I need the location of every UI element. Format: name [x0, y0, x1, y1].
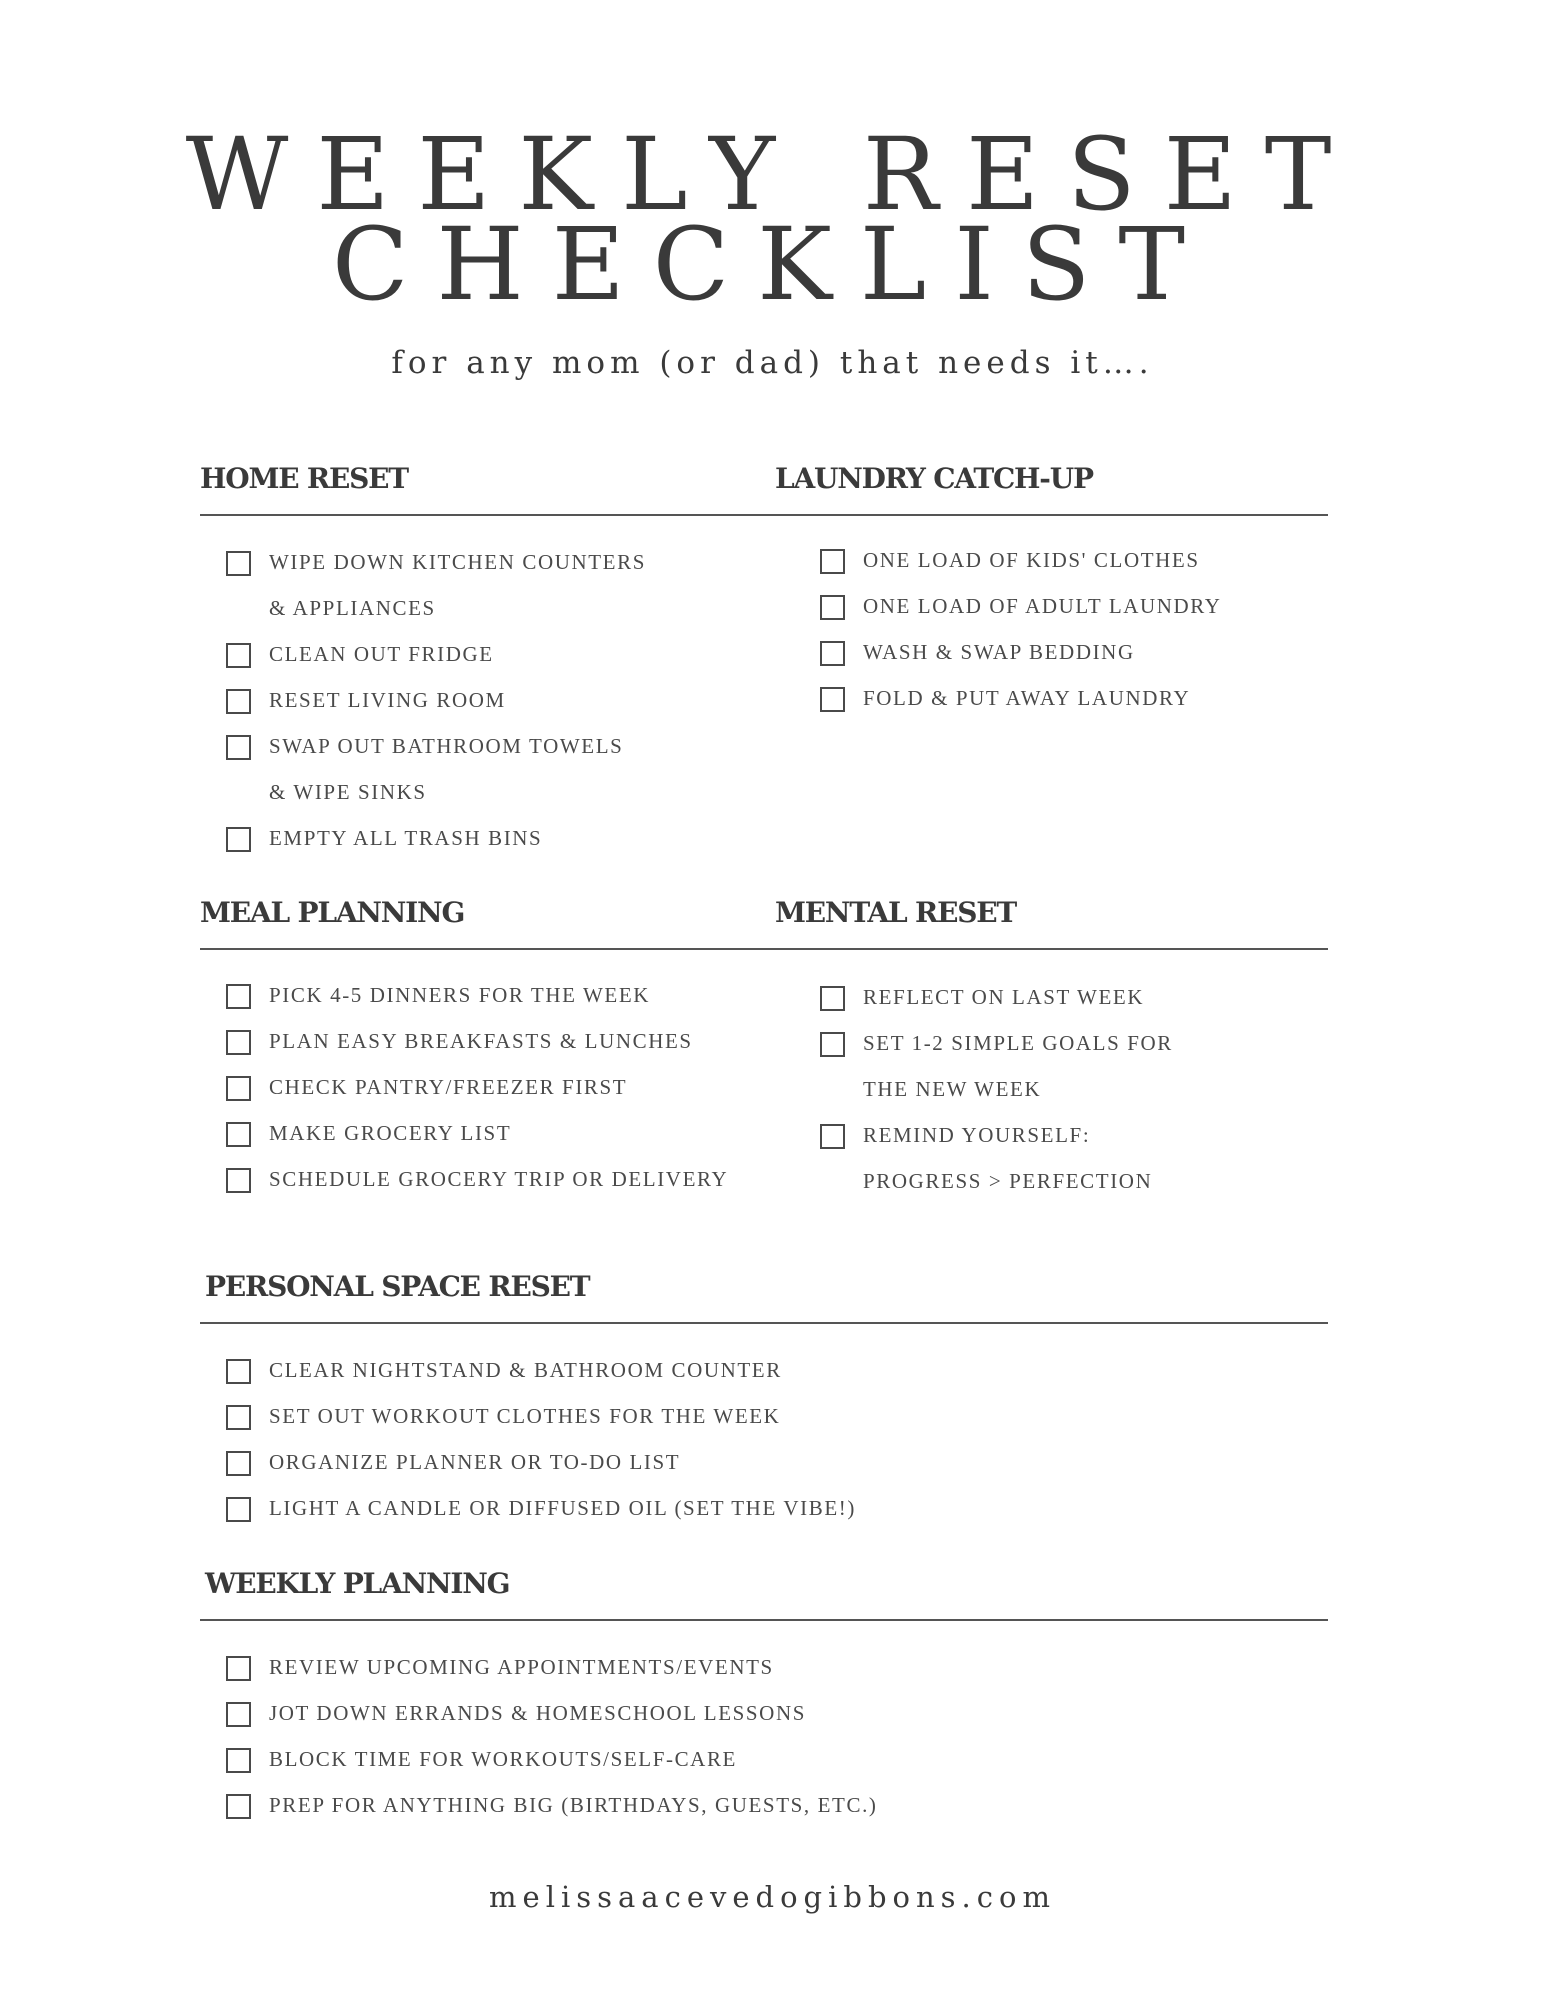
- checklist-item-label: MAKE GROCERY LIST: [269, 1121, 512, 1145]
- checklist-item-label: REMIND YOURSELF:: [863, 1123, 1091, 1147]
- divider: [770, 514, 1328, 516]
- checklist-item-label: CLEAN OUT FRIDGE: [269, 642, 494, 666]
- checkbox[interactable]: [226, 1451, 251, 1476]
- checkbox[interactable]: [226, 735, 251, 760]
- checklist-item-label: SCHEDULE GROCERY TRIP OR DELIVERY: [269, 1167, 729, 1191]
- page-title-line-2: CHECKLIST: [331, 206, 1214, 323]
- checklist-item-label: WIPE DOWN KITCHEN COUNTERS: [269, 550, 646, 574]
- checklist-item-label: RESET LIVING ROOM: [269, 688, 506, 712]
- checkbox[interactable]: [226, 984, 251, 1009]
- checklist-item-label: CLEAR NIGHTSTAND & BATHROOM COUNTER: [269, 1358, 782, 1382]
- checkbox[interactable]: [820, 986, 845, 1011]
- divider: [200, 1619, 1328, 1621]
- website-footer: melissaacevedogibbons.com: [489, 1880, 1056, 1914]
- checklist-item-label: PREP FOR ANYTHING BIG (BIRTHDAYS, GUESTS, ETC.): [269, 1793, 878, 1817]
- section-title-home-reset: HOME RESET: [200, 462, 408, 495]
- checkbox[interactable]: [226, 1497, 251, 1522]
- checkbox[interactable]: [226, 1702, 251, 1727]
- checklist-item-label: REVIEW UPCOMING APPOINTMENTS/EVENTS: [269, 1655, 774, 1679]
- checklist-item-label: FOLD & PUT AWAY LAUNDRY: [863, 686, 1191, 710]
- checkbox[interactable]: [226, 643, 251, 668]
- divider: [200, 514, 770, 516]
- checkbox[interactable]: [820, 549, 845, 574]
- checklist-item-label: PROGRESS > PERFECTION: [863, 1169, 1153, 1193]
- checkbox[interactable]: [820, 641, 845, 666]
- checklist-item-label: ORGANIZE PLANNER OR TO-DO LIST: [269, 1450, 681, 1474]
- section-title-mental-reset: MENTAL RESET: [775, 896, 1017, 929]
- checkbox[interactable]: [226, 1122, 251, 1147]
- section-title-meal-planning: MEAL PLANNING: [200, 896, 465, 929]
- checkbox[interactable]: [226, 689, 251, 714]
- checkbox[interactable]: [226, 1748, 251, 1773]
- checklist-item-label: PICK 4-5 DINNERS FOR THE WEEK: [269, 983, 651, 1007]
- checklist-item-label: & WIPE SINKS: [269, 780, 427, 804]
- divider: [200, 948, 770, 950]
- checkbox[interactable]: [226, 1405, 251, 1430]
- checklist-item-label: EMPTY ALL TRASH BINS: [269, 826, 543, 850]
- checkbox[interactable]: [226, 1168, 251, 1193]
- checklist-item-label: ONE LOAD OF KIDS' CLOTHES: [863, 548, 1200, 572]
- checkbox[interactable]: [226, 827, 251, 852]
- divider: [770, 948, 1328, 950]
- checklist-item-label: WASH & SWAP BEDDING: [863, 640, 1135, 664]
- checkbox[interactable]: [226, 551, 251, 576]
- checkbox[interactable]: [226, 1076, 251, 1101]
- section-title-personal-space-reset: PERSONAL SPACE RESET: [205, 1270, 590, 1303]
- checklist-item-label: & APPLIANCES: [269, 596, 436, 620]
- checklist-item-label: REFLECT ON LAST WEEK: [863, 985, 1145, 1009]
- checkbox[interactable]: [226, 1030, 251, 1055]
- section-title-weekly-planning: WEEKLY PLANNING: [205, 1567, 510, 1600]
- checklist-item-label: CHECK PANTRY/FREEZER FIRST: [269, 1075, 628, 1099]
- checklist-item-label: ONE LOAD OF ADULT LAUNDRY: [863, 594, 1222, 618]
- checkbox[interactable]: [820, 1032, 845, 1057]
- checkbox[interactable]: [226, 1656, 251, 1681]
- checklist-item-label: SET OUT WORKOUT CLOTHES FOR THE WEEK: [269, 1404, 781, 1428]
- divider: [200, 1322, 1328, 1324]
- page-subtitle: for any mom (or dad) that needs it….: [391, 345, 1154, 381]
- checklist-item-label: JOT DOWN ERRANDS & HOMESCHOOL LESSONS: [269, 1701, 806, 1725]
- checkbox[interactable]: [226, 1359, 251, 1384]
- checklist-item-label: SWAP OUT BATHROOM TOWELS: [269, 734, 624, 758]
- checkbox[interactable]: [226, 1794, 251, 1819]
- checkbox[interactable]: [820, 595, 845, 620]
- checklist-item-label: LIGHT A CANDLE OR DIFFUSED OIL (SET THE VIBE!): [269, 1496, 856, 1520]
- page-title-line-1: WEEKLY RESET: [185, 116, 1360, 233]
- checklist-item-label: THE NEW WEEK: [863, 1077, 1042, 1101]
- checklist-item-label: PLAN EASY BREAKFASTS & LUNCHES: [269, 1029, 693, 1053]
- checkbox[interactable]: [820, 687, 845, 712]
- checklist-item-label: BLOCK TIME FOR WORKOUTS/SELF-CARE: [269, 1747, 737, 1771]
- section-title-laundry-catch-up: LAUNDRY CATCH-UP: [775, 462, 1093, 495]
- checklist-item-label: SET 1-2 SIMPLE GOALS FOR: [863, 1031, 1173, 1055]
- checkbox[interactable]: [820, 1124, 845, 1149]
